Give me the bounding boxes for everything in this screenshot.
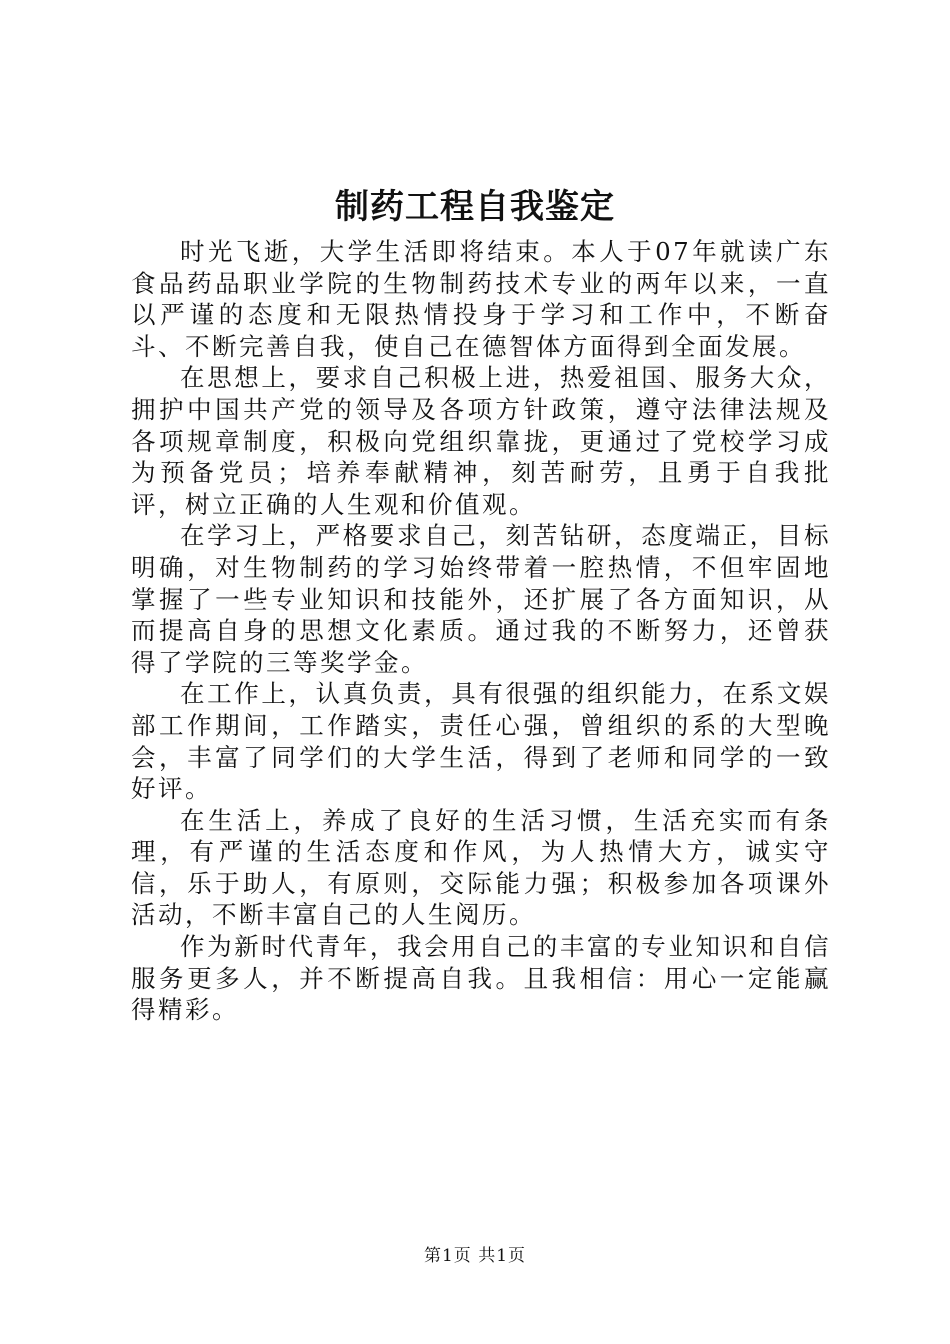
paragraph-life: 在生活上，养成了良好的生活习惯，生活充实而有条理，有严谨的生活态度和作风，为人热情大方，诚实守信，乐于助人，有原则，交际能力强；积极参加各项课外活动，不断丰富自己的人生阅历。 bbox=[131, 805, 831, 930]
paragraph-study: 在学习上，严格要求自己，刻苦钻研，态度端正，目标明确，对生物制药的学习始终带着一腔热情，不但牢固地掌握了一些专业知识和技能外，还扩展了各方面知识，从而提高自身的思想文化素质。通过我的不断努力，还曾获得了学院的三等奖学金。 bbox=[131, 521, 831, 677]
paragraph-work: 在工作上，认真负责，具有很强的组织能力，在系文娱部工作期间，工作踏实，责任心强，曾组织的系的大型晚会，丰富了同学们的大学生活，得到了老师和同学的一致好评。 bbox=[131, 679, 831, 804]
paragraph-intro: 时光飞逝，大学生活即将结束。本人于07年就读广东食品药品职业学院的生物制药技术专业的两年以来，一直以严谨的态度和无限热情投身于学习和工作中，不断奋斗、不断完善自我，使自己在德智体方面得到全面发展。 bbox=[131, 237, 831, 361]
paragraph-ideology: 在思想上，要求自己积极上进，热爱祖国、服务大众，拥护中国共产党的领导及各项方针政策，遵守法律法规及各项规章制度，积极向党组织靠拢，更通过了党校学习成为预备党员；培养奉献精神，刻苦耐劳，且勇于自我批评，树立正确的人生观和价值观。 bbox=[131, 363, 831, 519]
document-title: 制药工程自我鉴定 bbox=[335, 187, 615, 227]
paragraph-conclusion: 作为新时代青年，我会用自己的丰富的专业知识和自信服务更多人，并不断提高自我。且我相信：用心一定能赢得精彩。 bbox=[131, 932, 831, 1025]
page-number-footer: 第1页 共1页 bbox=[423, 1246, 527, 1266]
document-body bbox=[131, 236, 831, 1026]
